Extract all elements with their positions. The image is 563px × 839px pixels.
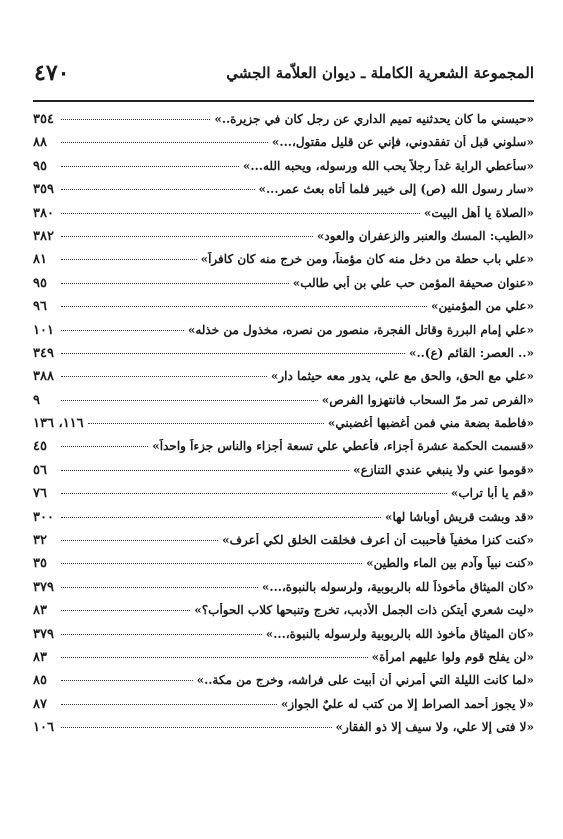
- entry-text: «قوموا عني ولا ينبغي عندي التنازع»: [353, 462, 534, 477]
- index-entry: [33, 346, 534, 369]
- entry-text: «قم يا أبا تراب»: [450, 486, 534, 501]
- leader-dots: [61, 470, 349, 471]
- entry-text: «حبسني ما كان يحدثنيه تميم الداري عن رجل كان في جزيرة..»: [214, 112, 534, 126]
- entry-page: ٨٣: [33, 603, 47, 619]
- index-entry: [33, 369, 534, 392]
- entry-page: ٧٦: [33, 486, 47, 502]
- index-entry: [33, 206, 534, 229]
- entry-page: ٣٥٤: [33, 112, 54, 127]
- entry-text: «علي إمام البررة وقاتل الفجرة، منصور من نصره، مخذول من خذله»: [187, 322, 534, 337]
- index-entry: [33, 393, 534, 416]
- entry-page: ٣٧٩: [33, 626, 54, 642]
- entry-page: ٣٥: [33, 556, 47, 572]
- leader-dots: [61, 563, 362, 564]
- leader-dots: [61, 493, 447, 494]
- entry-page: ٩٦: [33, 299, 47, 315]
- entry-text: «لما كانت الليلة التي أمرني أن أبيت على فراشه، وخرج من مكة..»: [196, 673, 534, 688]
- entry-text: «كنت نبياً وآدم بين الماء والطين»: [366, 556, 534, 571]
- index-entry: [33, 323, 534, 346]
- index-entry: [33, 182, 534, 205]
- entry-text: «لن يفلح قوم ولوا عليهم امرأة»: [371, 649, 534, 664]
- entry-page: ٣٤٩: [33, 345, 54, 361]
- leader-dots: [88, 423, 324, 424]
- leader-dots: [61, 376, 267, 377]
- entry-text: «سار رسول الله (ص) إلى خيبر فلما أتاه بعث عمر...»: [258, 182, 534, 197]
- leader-dots: [61, 330, 184, 331]
- leader-dots: [61, 189, 255, 190]
- entry-page: ٨٥: [33, 673, 47, 689]
- leader-dots: [61, 540, 218, 541]
- index-entry: [33, 439, 534, 462]
- index-entry: [33, 603, 534, 626]
- entry-page: ١١٦، ١٣٦: [33, 416, 84, 432]
- entry-text: «.. العصر: القائم (ع)..»: [408, 345, 534, 360]
- entry-text: «الطيب: المسك والعنبر والزعفران والعود»: [316, 228, 534, 243]
- entry-page: ٤٥: [33, 439, 47, 455]
- index-entry: [33, 135, 534, 158]
- entry-page: ٨٧: [33, 696, 47, 712]
- leader-dots: [61, 634, 262, 635]
- entry-page: ٣٠٠: [33, 509, 54, 525]
- leader-dots: [61, 306, 427, 307]
- running-title: المجموعة الشعرية الكاملة ـ ديوان العلاّمة الجشي: [226, 64, 534, 82]
- leader-dots: [61, 236, 313, 237]
- index-entry: [33, 510, 534, 533]
- index-entry: [33, 252, 534, 275]
- index-list: [33, 112, 534, 744]
- entry-text: «الفرص تمر مرّ السحاب فانتهزوا الفرص»: [321, 392, 534, 407]
- leader-dots: [61, 727, 332, 728]
- entry-text: «علي باب حطة من دخل منه كان مؤمناً، ومن خرج منه كان كافراً»: [200, 252, 534, 267]
- header-rule: [33, 100, 534, 102]
- entry-page: ٩٥: [33, 158, 47, 174]
- index-entry: [33, 533, 534, 556]
- entry-text: «قد وبشت قريش أوباشا لها»: [384, 509, 534, 524]
- entry-text: «سلوني قبل أن تفقدوني، فإني عن قليل مقتول،...»: [271, 135, 534, 150]
- index-entry: [33, 486, 534, 509]
- entry-text: «علي من المؤمنين»: [431, 299, 534, 314]
- entry-text: «الصلاة يا أهل البيت»: [423, 205, 534, 220]
- index-entry: [33, 229, 534, 252]
- index-entry: [33, 673, 534, 696]
- entry-text: «لا يجوز أحمد الصراط إلا من كتب له عليٌ الجواز»: [280, 696, 534, 711]
- leader-dots: [61, 680, 193, 681]
- entry-text: «لا فتى إلا علي، ولا سيف إلا ذو الفقار»: [335, 720, 534, 735]
- index-entry: [33, 276, 534, 299]
- entry-text: «كنت كنزا مخفياً فأحببت أن أعرف فخلقت الخلق لكي أعرف»: [222, 533, 534, 548]
- leader-dots: [61, 119, 210, 120]
- leader-dots: [61, 517, 381, 518]
- leader-dots: [61, 283, 289, 284]
- leader-dots: [61, 353, 405, 354]
- entry-page: ٣٥٩: [33, 182, 54, 198]
- index-entry: [33, 650, 534, 673]
- index-entry: [33, 112, 534, 135]
- index-entry: [33, 697, 534, 720]
- entry-page: ٣٨٢: [33, 228, 54, 244]
- leader-dots: [61, 446, 148, 447]
- entry-page: ٥٦: [33, 462, 47, 478]
- entry-page: ١٠٦: [33, 720, 54, 736]
- index-entry: [33, 627, 534, 650]
- index-entry: [33, 159, 534, 182]
- page-number: ٤٧٠: [34, 60, 70, 86]
- page-header: [34, 56, 534, 90]
- entry-text: «ليت شعري أيتكن ذات الجمل الأدبب، تخرج وتنبحها كلاب الحوأب؟»: [194, 603, 534, 618]
- entry-text: «كان الميثاق مأخوذاً لله بالربوبية، ولرسوله بالنبوة،...»: [261, 579, 534, 594]
- leader-dots: [61, 142, 268, 143]
- entry-page: ٨٨: [33, 135, 47, 151]
- entry-text: «سأعطي الراية غداً رجلاً يحب الله ورسوله، ويحبه الله...»: [242, 158, 534, 173]
- index-entry: [33, 720, 534, 743]
- index-entry: [33, 556, 534, 579]
- index-entry: [33, 416, 534, 439]
- leader-dots: [61, 704, 277, 705]
- entry-page: ٣٨٨: [33, 369, 54, 385]
- leader-dots: [61, 400, 318, 401]
- entry-page: ٣٨٠: [33, 205, 54, 221]
- entry-page: ٣٧٩: [33, 579, 54, 595]
- leader-dots: [61, 166, 239, 167]
- leader-dots: [61, 587, 258, 588]
- entry-text: «كان الميثاق مأخوذ الله بالربوبية ولرسوله بالنبوة،...»: [265, 626, 534, 641]
- entry-page: ٨١: [33, 252, 47, 268]
- leader-dots: [61, 213, 420, 214]
- entry-page: ٩: [33, 392, 40, 408]
- entry-page: ٣٢: [33, 533, 47, 549]
- index-entry: [33, 580, 534, 603]
- leader-dots: [61, 610, 190, 611]
- entry-page: ٩٥: [33, 275, 47, 291]
- entry-text: «علي مع الحق، والحق مع علي، يدور معه حيثما دار»: [270, 369, 534, 384]
- leader-dots: [61, 259, 197, 260]
- entry-page: ١٠١: [33, 322, 54, 338]
- entry-text: «فاطمة بضعة مني فمن أغضبها أغضبني»: [327, 416, 534, 431]
- entry-page: ٨٣: [33, 649, 47, 665]
- entry-text: «قسمت الحكمة عشرة أجزاء، فأعطي علي تسعة أجزاء والناس جزءاً واحداً»: [152, 439, 534, 454]
- index-entry: [33, 299, 534, 322]
- leader-dots: [61, 657, 368, 658]
- index-entry: [33, 463, 534, 486]
- entry-text: «عنوان صحيفة المؤمن حب علي بن أبي طالب»: [292, 275, 534, 290]
